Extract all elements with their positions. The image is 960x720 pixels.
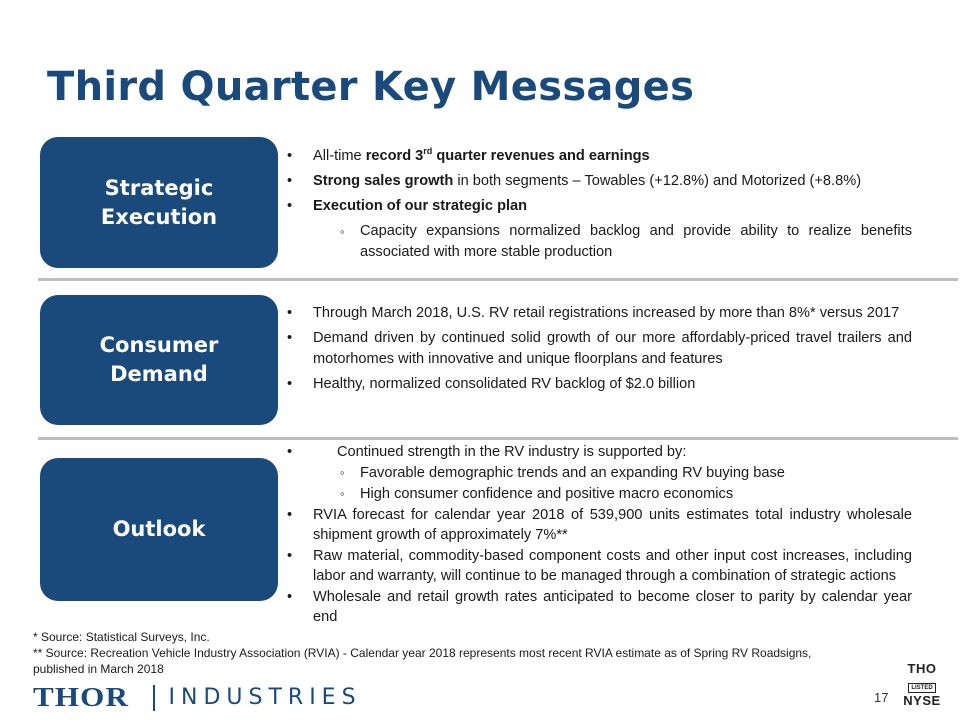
footnote-2: ** Source: Recreation Vehicle Industry Association (RVIA) - Calendar year 2018 represents most recent RVIA estimate as of Spring RV Roadsigns, published in March 2018 [33, 646, 812, 676]
nyse-exchange: NYSE [903, 693, 941, 708]
consumer-bullet-2: • Demand driven by continued solid growth of our more affordably-priced travel trailers and motorhomes with innovative and unique floorplans and features [287, 328, 912, 370]
logo-thor-text: THOR [33, 682, 130, 712]
outlook-bullet-1: • Continued strength in the RV industry is supported by: [287, 442, 912, 462]
consumer-label-line2: Demand [110, 362, 208, 386]
outlook-sub-bullet-2: ◦ High consumer confidence and positive macro economics [287, 484, 912, 504]
section-divider-1 [38, 278, 958, 281]
outlook-box [40, 458, 278, 601]
consumer-bullet-1: • Through March 2018, U.S. RV retail registrations increased by more than 8%* versus 2017 [287, 303, 912, 324]
nyse-listed-badge [902, 662, 942, 708]
logo-separator [153, 685, 155, 711]
section-divider-2 [38, 437, 958, 440]
consumer-demand-box [40, 295, 278, 425]
nyse-listed-label: LISTED [908, 683, 935, 693]
logo-industries-text: INDUSTRIES [168, 685, 362, 710]
strategic-label-line2: Execution [100, 204, 218, 229]
strategic-execution-box [40, 137, 278, 268]
footnote-1: * Source: Statistical Surveys, Inc. [33, 630, 210, 644]
strategic-content [287, 146, 912, 266]
strategic-bullet-1: • All-time record 3rd quarter revenues and earnings [287, 146, 912, 167]
consumer-content [287, 303, 912, 399]
outlook-bullet-2: • RVIA forecast for calendar year 2018 of 539,900 units estimates total industry wholesale shipment growth of approximately 7%** [287, 505, 912, 545]
footnotes [33, 629, 863, 677]
thor-industries-logo [33, 682, 362, 713]
slide-title: Third Quarter Key Messages [47, 64, 695, 110]
nyse-ticker: THO [907, 661, 937, 676]
outlook-sub-bullet-1: ◦ Favorable demographic trends and an expanding RV buying base [287, 463, 912, 483]
strategic-bullet-2: • Strong sales growth in both segments – Towables (+12.8%) and Motorized (+8.8%) [287, 171, 912, 192]
strategic-sub-bullet-1: ◦ Capacity expansions normalized backlog and provide ability to realize benefits associated with more stable production [287, 221, 912, 263]
outlook-content [287, 442, 912, 628]
strategic-label-line1: Strategic [104, 175, 214, 200]
page-number: 17 [874, 690, 889, 705]
outlook-bullet-4: • Wholesale and retail growth rates anticipated to become closer to parity by calendar year end [287, 587, 912, 627]
consumer-label-line1: Consumer [99, 333, 219, 357]
consumer-bullet-3: • Healthy, normalized consolidated RV backlog of $2.0 billion [287, 374, 912, 395]
outlook-bullet-3: • Raw material, commodity-based component costs and other input cost increases, including labor and warranty, will continue to be managed through a combination of strategic actions [287, 546, 912, 586]
outlook-label: Outlook [112, 517, 206, 541]
strategic-bullet-3: • Execution of our strategic plan [287, 196, 912, 217]
